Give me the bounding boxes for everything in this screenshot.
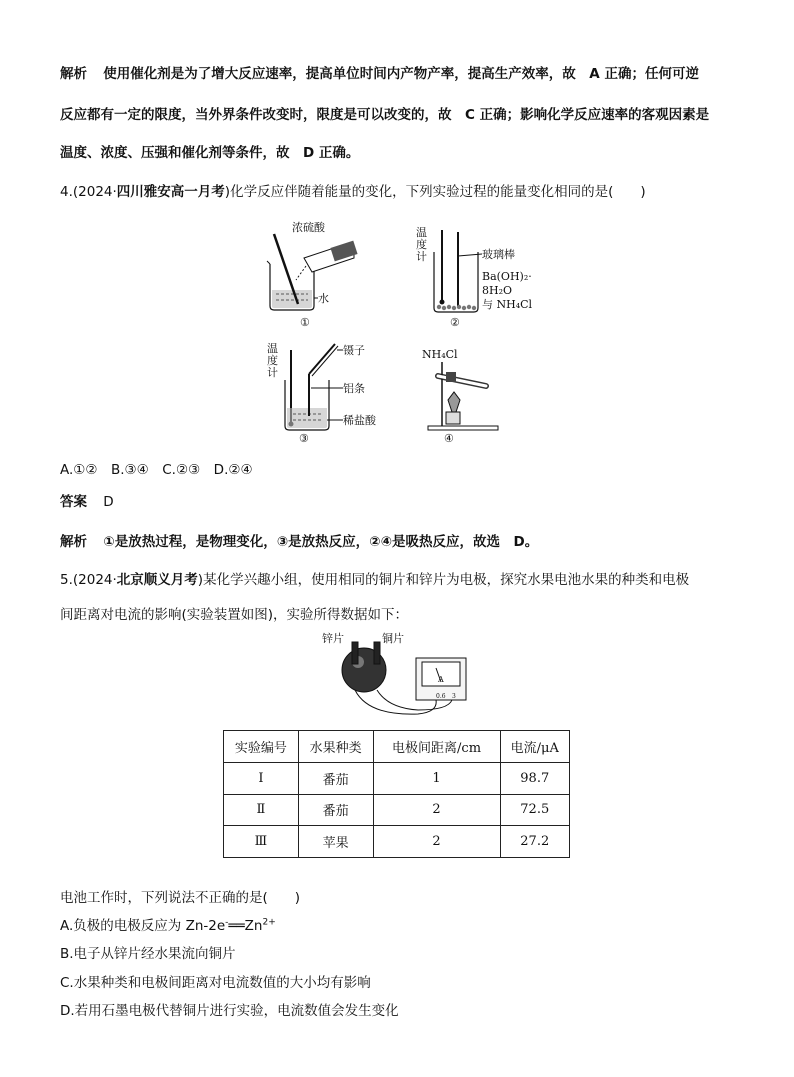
q4-prefix: 4.(2024· xyxy=(60,184,117,200)
fig3-label-thermometer-2: 度 xyxy=(267,354,278,367)
table-cell: 98.7 xyxy=(500,762,569,794)
fig2-label-baoh2: Ba(OH)₂· xyxy=(482,270,532,283)
fig2-label-thermometer-1: 温 xyxy=(416,226,427,239)
fig3-label-thermometer-1: 温 xyxy=(267,342,278,355)
table-cell: Ⅰ xyxy=(224,762,299,794)
q4-options: A.①② B.③④ C.②③ D.②④ xyxy=(60,462,253,478)
table-cell: Ⅲ xyxy=(224,826,299,858)
meter-scale-1: 0.6 xyxy=(436,693,446,700)
table-row xyxy=(224,826,570,858)
q5-option-a xyxy=(60,914,276,934)
q5-source: 北京顺义月考 xyxy=(116,572,198,588)
fig2-label-thermometer-3: 计 xyxy=(416,250,427,263)
option-a-sup-electron: - xyxy=(225,917,229,928)
label-zinc: 锌片 xyxy=(322,632,344,645)
table-cell: Ⅱ xyxy=(224,794,299,826)
table-header-row xyxy=(224,731,570,763)
figure-fruit-battery xyxy=(318,630,478,725)
meter-scale-2: 3 xyxy=(452,693,456,700)
table-header: 水果种类 xyxy=(298,731,373,763)
table-header: 实验编号 xyxy=(224,731,299,763)
figure-4-heating xyxy=(418,346,508,446)
fig4-number: ④ xyxy=(444,432,454,445)
q5-question: 电池工作时，下列说法不正确的是( ) xyxy=(60,890,301,906)
table-cell: 1 xyxy=(373,762,500,794)
experiment-table xyxy=(223,730,570,858)
fig2-label-glass-rod: 玻璃棒 xyxy=(482,248,515,261)
fig1-label-acid: 浓硫酸 xyxy=(292,221,325,234)
q4-stem-text: )化学反应伴随着能量的变化，下列实验过程的能量变化相同的是( ) xyxy=(224,184,646,200)
fig2-number: ② xyxy=(450,316,460,329)
table-cell: 72.5 xyxy=(500,794,569,826)
q5-option-d: D.若用石墨电极代替铜片进行实验，电流数值会发生变化 xyxy=(60,1003,399,1019)
table-row xyxy=(224,762,570,794)
fig1-number: ① xyxy=(300,316,310,329)
table-cell: 番茄 xyxy=(298,762,373,794)
q4-analysis xyxy=(60,530,538,550)
fig4-label-nh4cl: NH₄Cl xyxy=(422,348,458,361)
fig2-label-water-hydrate: 8H₂O xyxy=(482,284,513,297)
meter-letter: A xyxy=(438,675,444,684)
fig3-label-tweezers: 镊子 xyxy=(343,344,365,357)
answer-value: D xyxy=(103,494,114,510)
table-cell: 苹果 xyxy=(298,826,373,858)
figure-2-baoh2 xyxy=(412,222,542,330)
figure-1-dilution xyxy=(262,218,382,330)
analysis-label: 解析 xyxy=(60,66,87,82)
table-header: 电流/μA xyxy=(500,731,569,763)
q5-stem-line2: 间距离对电流的影响(实验装置如图)，实验所得数据如下： xyxy=(60,607,409,623)
table-cell: 番茄 xyxy=(298,794,373,826)
fig2-label-nh4cl: 与 NH₄Cl xyxy=(482,298,533,311)
q3-analysis-line2: 反应都有一定的限度，当外界条件改变时，限度是可以改变的，故 C 正确；影响化学反应速率的客观因素是 xyxy=(60,107,710,123)
answer-label: 答案 xyxy=(60,494,87,510)
analysis-text: 使用催化剂是为了增大反应速率，提高单位时间内产物产率，提高生产效率，故 A 正确；任何可逆 xyxy=(103,66,699,82)
option-a-text: A.负极的电极反应为 Zn-2e xyxy=(60,918,226,934)
q5-option-c: C.水果种类和电极间距离对电流数值的大小均有影响 xyxy=(60,975,371,991)
q4-source: 四川雅安高一月考 xyxy=(116,184,225,200)
option-a-mid: ══Zn xyxy=(228,918,263,934)
analysis-label: 解析 xyxy=(60,534,87,550)
q5-stem-line1 xyxy=(60,568,689,588)
q5-option-b: B.电子从锌片经水果流向铜片 xyxy=(60,946,236,962)
table-row xyxy=(224,794,570,826)
table-header: 电极间距离/cm xyxy=(373,731,500,763)
fig1-label-water: 水 xyxy=(318,292,329,305)
figure-3-aluminum xyxy=(265,340,385,446)
table-cell: 2 xyxy=(373,794,500,826)
fig3-number: ③ xyxy=(299,432,309,445)
fig2-label-thermometer-2: 度 xyxy=(416,238,427,251)
fig3-label-thermometer-3: 计 xyxy=(267,366,278,379)
q4-answer xyxy=(60,490,114,510)
q3-analysis-line3: 温度、浓度、压强和催化剂等条件，故 D 正确。 xyxy=(60,145,360,161)
fig3-label-hcl: 稀盐酸 xyxy=(343,414,376,427)
table-cell: 27.2 xyxy=(500,826,569,858)
label-copper: 铜片 xyxy=(382,632,404,645)
fig3-label-aluminum: 铝条 xyxy=(343,382,365,395)
q3-analysis-line1 xyxy=(60,62,699,82)
q5-prefix: 5.(2024· xyxy=(60,572,117,588)
table-cell: 2 xyxy=(373,826,500,858)
q4-stem xyxy=(60,180,646,200)
q5-stem-text: )某化学兴趣小组，使用相同的铜片和锌片为电极，探究水果电池水果的种类和电极 xyxy=(197,572,690,588)
option-a-sup-ion: 2+ xyxy=(262,917,276,928)
analysis-text: ①是放热过程，是物理变化，③是放热反应，②④是吸热反应，故选 D。 xyxy=(103,534,539,550)
